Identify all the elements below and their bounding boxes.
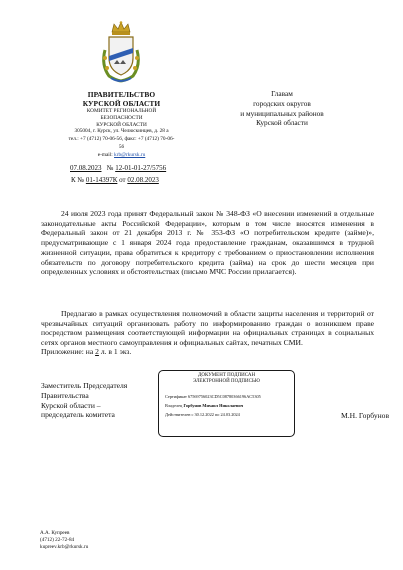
stamp-valid-from: 30.12.2022 bbox=[194, 412, 214, 417]
body-paragraph-2: Предлагаю в рамках осуществления полномочий в области защиты населения и территорий от чрезвычайных ситуаций организовать работу по информированию граждан о возникшем праве посредством размещения соответствующей информации на официальных страницах в социальных сетях органов местного самоуправления и официальных сайтах, печатных СМИ. bbox=[41, 309, 374, 348]
registration-line bbox=[70, 164, 180, 172]
stamp-valid-to: 24.03.2024 bbox=[220, 412, 240, 417]
attachment-prefix: Приложение: на bbox=[41, 347, 94, 356]
recipient-line: Курской области bbox=[256, 118, 308, 128]
executor-name: А.А. Купреев bbox=[40, 530, 70, 536]
stamp-title-line: ДОКУМЕНТ ПОДПИСАН bbox=[197, 373, 256, 378]
body-paragraph-1: 24 июля 2023 года принят Федеральный закон № 348-ФЗ «О внесении изменений в отдельные законодательные акты Российской Федерации», которым в том числе вносятся изменения в Федеральный закон от 21 декабря 2013 г. № 353-ФЗ «О потребительском кредите (займе)», предусматривающие с 1 января 2024 года предоставление гражданам, оказавшимся в трудной жизненной ситуации, права обратиться к кредитору с требованием о приостановлении исполнения обязательств по договору потребительского кредита (займа) на срок до шести месяцев при определенных условиях и обстоятельствах (письмо МЧС России прилагается). bbox=[41, 209, 374, 277]
committee-name bbox=[68, 108, 175, 129]
position-line: Заместитель Председателя bbox=[41, 381, 128, 390]
reg-number: 12-01-01-27/5756 bbox=[115, 164, 167, 172]
attachment-suffix: л. в 1 экз. bbox=[100, 347, 132, 356]
stamp-title-line: ЭЛЕКТРОННОЙ ПОДПИСЬЮ bbox=[193, 379, 260, 384]
reference-line bbox=[71, 176, 189, 184]
ref-prefix: К № bbox=[71, 176, 85, 184]
position-line: Курской области – bbox=[41, 400, 101, 410]
stamp-owner-label: Владелец bbox=[165, 403, 183, 408]
stamp-certificate-label: Сертификат bbox=[165, 394, 187, 399]
org-contacts bbox=[68, 127, 175, 159]
attachment-line bbox=[41, 347, 131, 356]
attachment-pages: 2 bbox=[95, 347, 99, 356]
position-line: председатель комитета bbox=[41, 410, 115, 420]
org-address: 305004, г. Курск, ул. Челюскинцев, д. 28 а bbox=[74, 128, 169, 134]
recipient-block bbox=[227, 89, 337, 128]
signatory-name: М.Н. Горбунов bbox=[341, 411, 390, 420]
recipient-line: городских округов bbox=[253, 98, 311, 108]
executor-block bbox=[40, 530, 88, 552]
org-name-line: КУРСКОЙ ОБЛАСТИ bbox=[82, 99, 161, 108]
executor-phone: (4712) 22-72-84 bbox=[40, 537, 75, 544]
stamp-valid-label: Действителен bbox=[165, 412, 191, 417]
ref-date: 02.08.2023 bbox=[127, 176, 159, 184]
stamp-valid-from-prefix: с bbox=[191, 412, 194, 417]
org-name-line: ПРАВИТЕЛЬСТВО bbox=[87, 90, 156, 99]
stamp-certificate-value: 67569756023CD5C08780366196AC5305 bbox=[187, 394, 261, 399]
executor-email: kupreev.krb@rkursk.ru bbox=[40, 544, 89, 551]
reg-date: 07.08.2023 bbox=[70, 164, 102, 172]
recipient-line: и муниципальных районов bbox=[240, 108, 324, 118]
stamp-valid-to-prefix: по bbox=[214, 412, 220, 417]
reg-number-prefix: № bbox=[106, 164, 114, 172]
ref-from: от bbox=[119, 176, 126, 184]
org-phones: тел.: +7 (4712) 70-06-56, факс: +7 (4712) 70-06-56 bbox=[68, 136, 175, 150]
organization-name bbox=[68, 90, 175, 108]
position-line: Правительства bbox=[41, 390, 89, 400]
stamp-title bbox=[158, 373, 295, 385]
signatory-position bbox=[41, 381, 159, 420]
coat-of-arms-icon bbox=[99, 20, 143, 84]
committee-line: КУРСКОЙ ОБЛАСТИ bbox=[96, 122, 147, 128]
stamp-validity bbox=[165, 412, 240, 417]
email-prefix: e-mail: bbox=[97, 152, 115, 158]
committee-line: КОМИТЕТ РЕГИОНАЛЬНОЙ БЕЗОПАСНОСТИ bbox=[86, 108, 157, 121]
org-email-link[interactable]: krb@rkursk.ru bbox=[114, 152, 146, 158]
org-email-line bbox=[68, 151, 175, 159]
stamp-owner bbox=[165, 403, 243, 408]
recipient-line: Главам bbox=[271, 89, 293, 98]
stamp-owner-value: Горбунов Михаил Николаевич bbox=[183, 403, 244, 408]
stamp-certificate bbox=[165, 394, 261, 399]
ref-number: 01-14397К bbox=[85, 176, 118, 184]
